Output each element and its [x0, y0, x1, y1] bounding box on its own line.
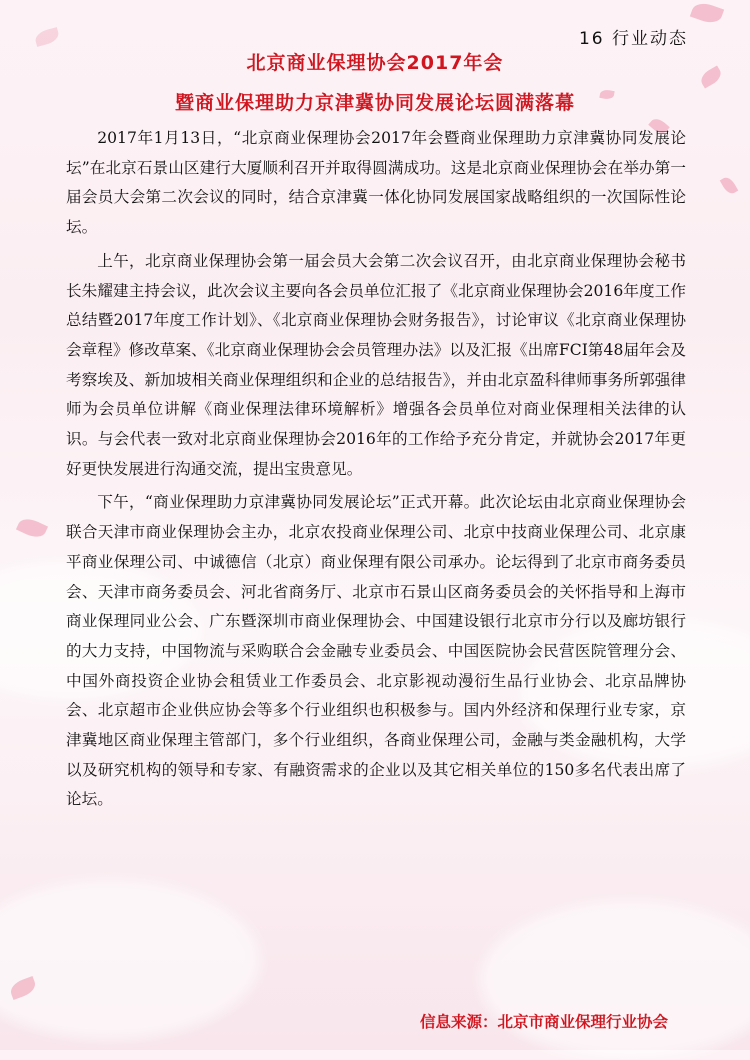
background-cloud — [480, 900, 750, 1060]
article-title-line1: 北京商业保理协会2017年会 — [246, 52, 504, 74]
background-cloud — [0, 880, 260, 1040]
petal-decoration — [720, 175, 739, 196]
petal-decoration — [16, 515, 48, 541]
paragraph-2: 上午，北京商业保理协会第一届会员大会第二次会议召开，由北京商业保理协会秘书长朱耀建主持会议，此次会议主要向各会员单位汇报了《北京商业保理协会2016年度工作总结暨2017年度工作计划》、《北京商业保理协会财务报告》，讨论审议《北京商业保理协会章程》修改草案、《北京商业保理协会会员管理办法》以及汇报《出席FCI第48届年会及考察埃及、新加坡相关商业保理组织和企业的总结报告》，并由北京盈科律师事务所郭强律师为会员单位讲解《商业保理法律环境解析》增强各会员单位对商业保理相关法律的认识。与会代表一致对北京商业保理协会2016年的工作给予充分肯定，并就协会2017年更好更快发展进行沟通交流，提出宝贵意见。 — [66, 251, 686, 478]
article-body — [66, 124, 686, 819]
source-credit: 信息来源：北京市商业保理行业协会 — [419, 1013, 668, 1031]
article-title-line2: 暨商业保理助力京津冀协同发展论坛圆满落幕 — [174, 92, 575, 114]
paragraph-3: 下午，“商业保理助力京津冀协同发展论坛”正式开幕。此次论坛由北京商业保理协会联合天津市商业保理协会主办，北京农投商业保理公司、北京中技商业保理公司、北京康平商业保理公司、中诚德信（北京）商业保理有限公司承办。论坛得到了北京市商务委员会、天津市商务委员会、河北省商务厅、北京市石景山区商务委员会的关怀指导和上海市商业保理同业公会、广东暨深圳市商业保理协会、中国建设银行北京市分行以及廊坊银行的大力支持，中国物流与采购联合会金融专业委员会、中国医院协会民营医院管理分会、中国外商投资企业协会租赁业工作委员会、北京影视动漫衍生品行业协会、北京品牌协会、北京超市企业供应协会等多个行业组织也积极参与。国内外经济和保理行业专家，京津冀地区商业保理主管部门，多个行业组织，各商业保理公司，金融与类金融机构，大学以及研究机构的领导和专家、有融资需求的企业以及其它相关单位的150多名代表出席了论坛。 — [66, 493, 686, 809]
page-header: 16 行业动态 — [578, 29, 688, 49]
petal-decoration — [34, 27, 61, 47]
petal-decoration — [690, 0, 724, 27]
paragraph-1: 2017年1月13日，“北京商业保理协会2017年会暨商业保理助力京津冀协同发展论坛”在北京石景山区建行大厦顺利召开并取得圆满成功。这是北京商业保理协会在举办第一届会员大会第二次会议的同时，结合京津冀一体化协同发展国家战略组织的一次国际性论坛。 — [66, 129, 686, 237]
